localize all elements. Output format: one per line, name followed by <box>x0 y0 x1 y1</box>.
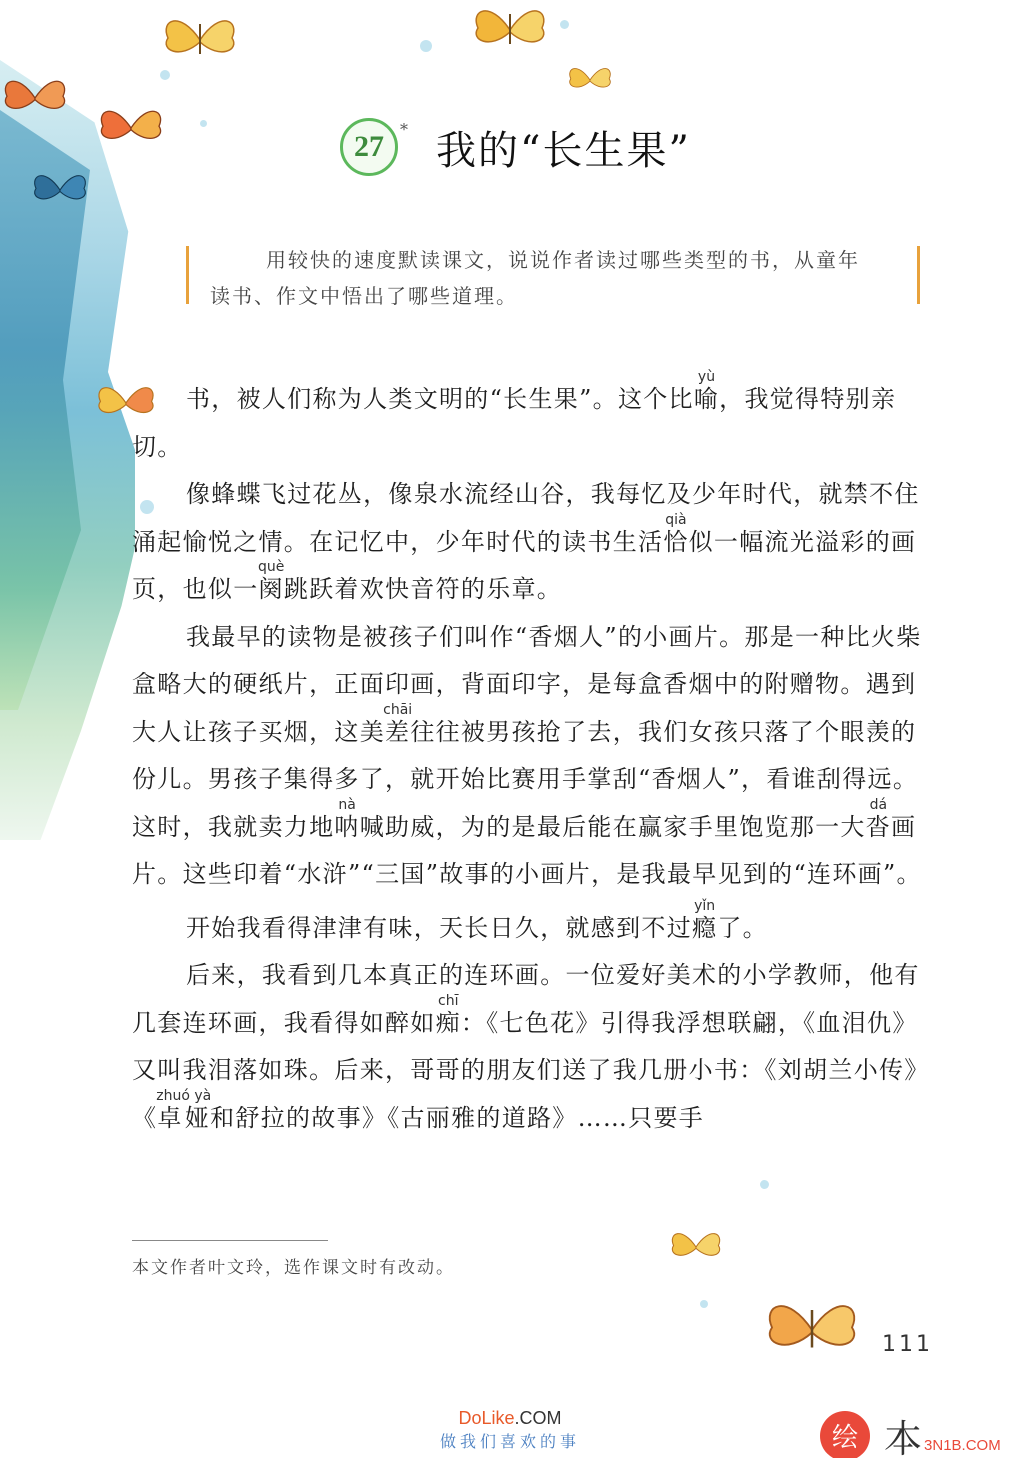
page-number: 111 <box>882 1332 933 1357</box>
butterfly-icon <box>96 100 166 156</box>
paint-dot <box>420 40 432 52</box>
pinyin-annotation: 恰qià <box>663 511 689 556</box>
prompt-line-1: 用较快的速度默读课文，说说作者读过哪些类型的书，从童年 <box>266 248 860 272</box>
paint-dot <box>160 70 170 80</box>
lesson-title-row <box>340 118 691 176</box>
butterfly-icon <box>0 70 70 126</box>
paragraph-1: 书，被人们称为人类文明的“长生果”。这个比喻yù，我觉得特别亲切。 <box>132 369 897 461</box>
pinyin-annotation: 卓娅zhuó yà <box>156 1087 212 1132</box>
prompt-bar-left <box>186 246 189 304</box>
paragraph-2: 像蜂蝶飞过花丛，像泉水流经山谷，我每忆及少年时代，就禁不住涌起愉悦之情。在记忆中，少年时代的读书生活恰qià似一幅流光溢彩的画页，也似一阕què跳跃着欢快音符的乐章。 <box>132 480 920 603</box>
paint-dot <box>700 1300 708 1308</box>
lesson-title: 我的“长生果” <box>436 127 691 174</box>
footnote: 本文作者叶文玲，选作课文时有改动。 <box>132 1258 455 1278</box>
optional-lesson-star: * <box>400 120 408 139</box>
pinyin-annotation: 差chāi <box>383 701 413 746</box>
butterfly-icon <box>30 165 90 215</box>
logo-circle-icon: 绘 <box>820 1411 870 1458</box>
butterfly-icon <box>160 10 240 70</box>
butterfly-icon <box>566 60 614 100</box>
site-watermark-slogan: 做我们喜欢的事 <box>440 1432 581 1451</box>
paint-dot <box>200 120 207 127</box>
logo-ben-char: 本 <box>884 1417 923 1458</box>
pinyin-annotation: 沓dá <box>865 796 892 841</box>
logo-domain: 3N1B.COM <box>924 1437 1001 1454</box>
footnote-divider <box>132 1240 328 1241</box>
paragraph-5: 后来，我看到几本真正的连环画。一位爱好美术的小学教师，他有几套连环画，我看得如醉如痴chī：《七色花》引得我浮想联翩，《血泪仇》又叫我泪落如珠。后来，哥哥的朋友们送了我几册小书：《刘胡兰小传》《卓娅zhuó yà和舒拉的故事》《古丽雅的道路》……只要手 <box>132 961 920 1132</box>
pinyin-annotation: 喻yù <box>693 369 720 413</box>
paragraph-4: 开始我看得津津有味，天长日久，就感到不过瘾yǐn了。 <box>186 897 768 942</box>
paint-dot <box>560 20 569 29</box>
butterfly-icon <box>668 1222 724 1272</box>
site-watermark-name: DoLike <box>458 1408 515 1428</box>
paint-dot <box>760 1180 769 1189</box>
paragraph-3: 我最早的读物是被孩子们叫作“香烟人”的小画片。那是一种比火柴盒略大的硬纸片，正面印画，背面印字，是每盒香烟中的附赠物。遇到大人让孩子买烟，这美差chāi往往被男孩抢了去，我们女孩只落了个眼羡的份儿。男孩子集得多了，就开始比赛用手掌刮“香烟人”，看谁刮得远。这时，我就卖力地呐nà喊助威，为的是最后能在赢家手里饱览那一大沓dá画片。这些印着“水浒”“三国”故事的小画片，是我最早见到的“连环画”。 <box>132 622 922 888</box>
pinyin-annotation: 痴chī <box>435 992 461 1037</box>
butterfly-icon <box>470 0 550 60</box>
prompt-bar-right <box>917 246 920 304</box>
lesson-body <box>132 370 922 1142</box>
pinyin-annotation: 阕què <box>257 559 285 603</box>
logo-watermark <box>820 1408 1001 1458</box>
reading-prompt <box>186 242 920 308</box>
lesson-number-badge: 27 <box>340 118 398 176</box>
pinyin-annotation: 瘾yǐn <box>692 897 718 942</box>
pinyin-annotation: 呐nà <box>334 796 360 841</box>
butterfly-icon <box>762 1290 862 1370</box>
prompt-line-2: 读书、作文中悟出了哪些道理。 <box>210 284 518 308</box>
site-watermark <box>440 1408 580 1452</box>
site-watermark-tld: .COM <box>514 1408 562 1428</box>
